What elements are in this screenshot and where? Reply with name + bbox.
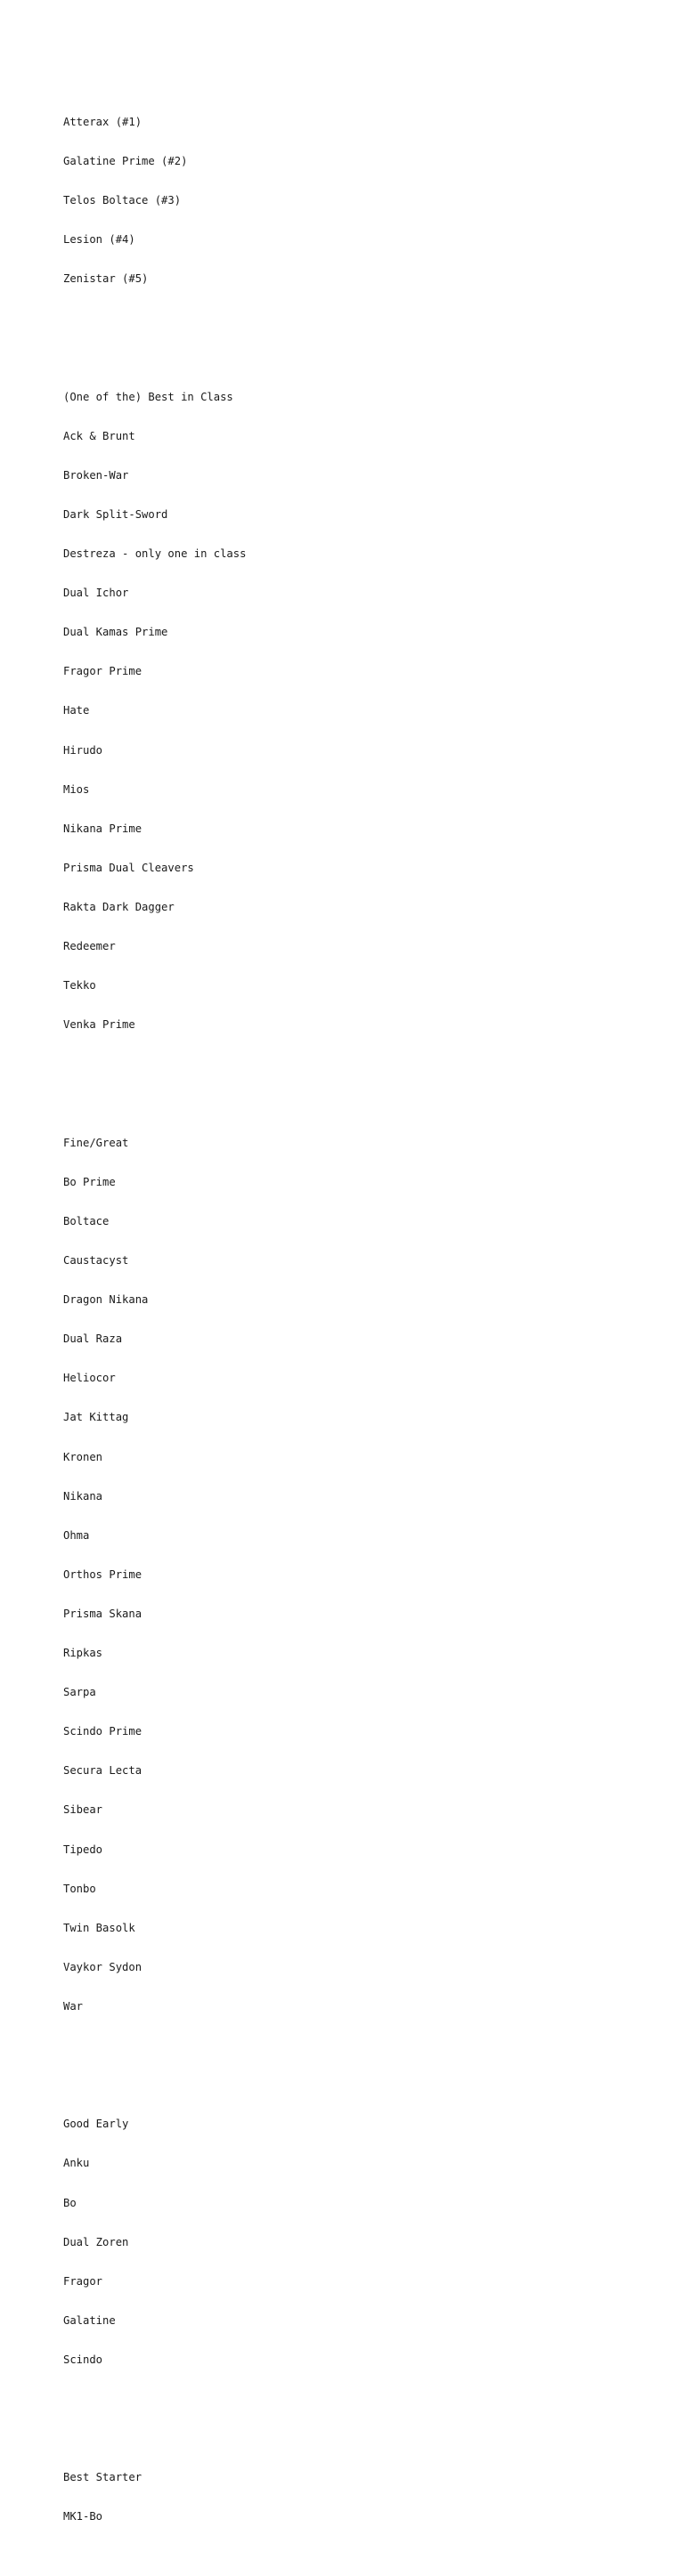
list-item: Dual Ichor <box>63 587 129 600</box>
list-item: Rakta Dark Dagger <box>63 900 175 913</box>
list-item: Mios <box>63 782 90 796</box>
list-item: Prisma Skana <box>63 1607 142 1620</box>
list-item: MK1-Bo <box>63 2510 103 2523</box>
list-item: Scindo <box>63 2353 103 2366</box>
list-item: Secura Lecta <box>63 1764 142 1778</box>
list-item: Fragor <box>63 2274 103 2288</box>
section-best-starter <box>63 2445 246 2550</box>
list-item: Broken-War <box>63 468 129 482</box>
list-item: Telos Boltace (#3) <box>63 194 182 207</box>
section-fine-great <box>63 1110 246 2039</box>
list-item: Bo <box>63 2196 77 2209</box>
list-item: Hirudo <box>63 743 103 757</box>
section-best-in-class <box>63 364 246 1057</box>
list-item: Zenistar (#5) <box>63 272 149 286</box>
list-item: Venka Prime <box>63 1018 135 1032</box>
section-heading: Good Early <box>63 2118 129 2131</box>
list-item: Sarpa <box>63 1686 96 1699</box>
list-item: Ack & Brunt <box>63 429 135 442</box>
list-item: Bo Prime <box>63 1175 116 1188</box>
list-item: Redeemer <box>63 940 116 953</box>
list-item: Vaykor Sydon <box>63 1960 142 1973</box>
list-item: Fragor Prime <box>63 665 142 678</box>
list-item: Dragon Nikana <box>63 1293 149 1307</box>
list-item: Anku <box>63 2157 90 2170</box>
list-item: Boltace <box>63 1214 110 1227</box>
list-item: Ripkas <box>63 1647 103 1660</box>
list-item: Hate <box>63 704 90 717</box>
section-heading: Best Starter <box>63 2471 142 2484</box>
section-good-early <box>63 2092 246 2393</box>
list-item: Galatine <box>63 2313 116 2327</box>
list-item: Nikana <box>63 1489 103 1503</box>
list-item: Lesion (#4) <box>63 233 135 247</box>
list-item: Twin Basolk <box>63 1921 135 1934</box>
list-item: Tipedo <box>63 1843 103 1856</box>
list-item: Galatine Prime (#2) <box>63 154 188 167</box>
list-item: Dual Kamas Prime <box>63 626 168 639</box>
list-item: Destreza - only one in class <box>63 547 247 560</box>
list-item: Kronen <box>63 1450 103 1463</box>
list-item: Dual Zoren <box>63 2235 129 2248</box>
list-item: Dual Raza <box>63 1333 123 1346</box>
list-item: War <box>63 2000 84 2013</box>
section-top-ranked <box>63 89 246 312</box>
list-item: Atterax (#1) <box>63 115 142 128</box>
list-item: Caustacyst <box>63 1253 129 1267</box>
list-item: Scindo Prime <box>63 1725 142 1738</box>
list-item: Heliocor <box>63 1372 116 1385</box>
list-item: Ohma <box>63 1528 90 1542</box>
list-item: Prisma Dual Cleavers <box>63 861 194 874</box>
list-item: Tonbo <box>63 1882 96 1895</box>
section-heading: (One of the) Best in Class <box>63 390 233 403</box>
section-heading: Fine/Great <box>63 1136 129 1149</box>
list-item: Tekko <box>63 979 96 992</box>
list-item: Orthos Prime <box>63 1567 142 1581</box>
list-item: Dark Split-Sword <box>63 507 168 521</box>
list-item: Sibear <box>63 1803 103 1817</box>
list-item: Jat Kittag <box>63 1411 129 1424</box>
document-page <box>63 63 246 2576</box>
list-item: Nikana Prime <box>63 822 142 835</box>
